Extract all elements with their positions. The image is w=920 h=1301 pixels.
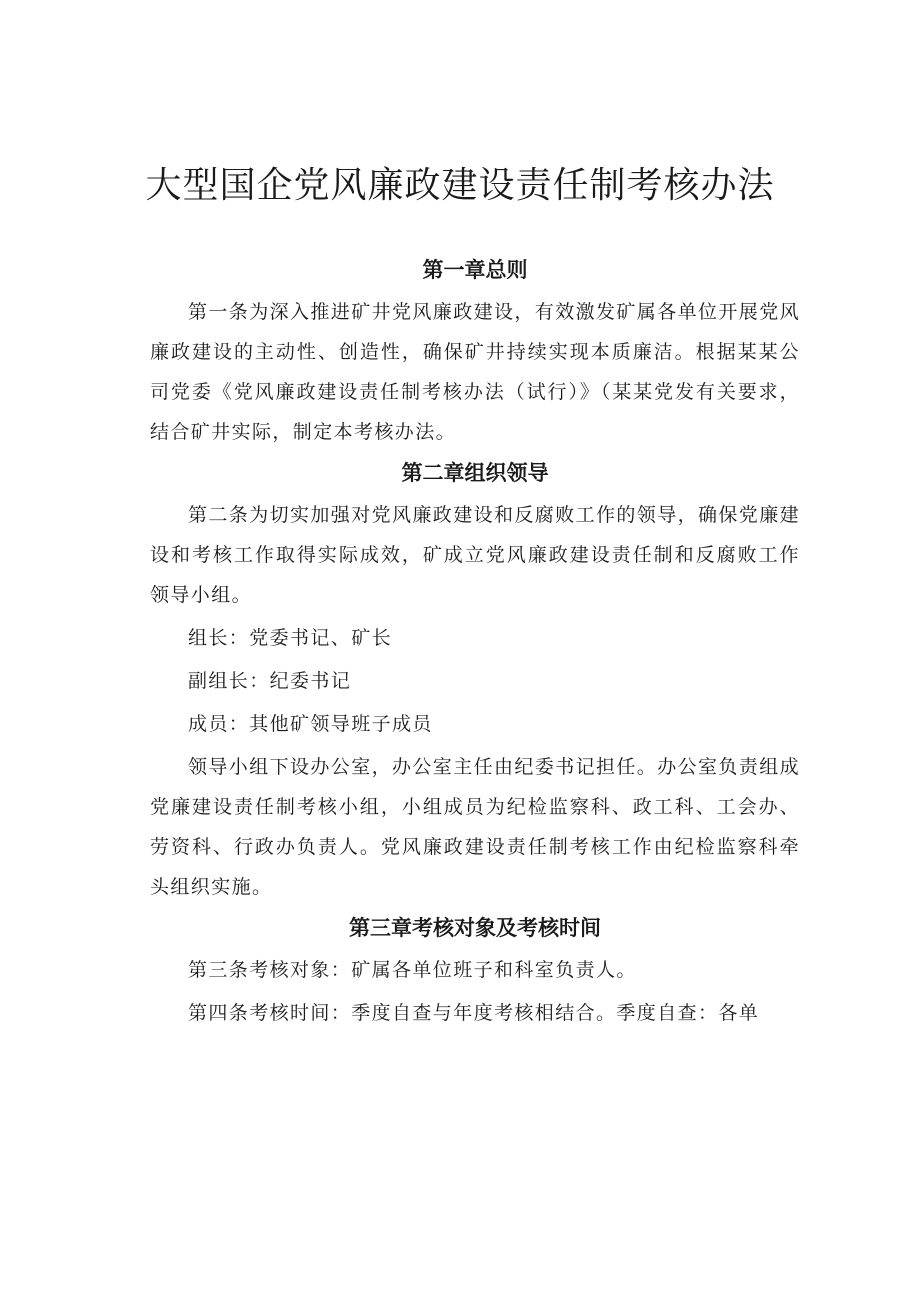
chapter-heading-2: 第二章组织领导: [401, 461, 549, 485]
chapter-heading-1: 第一章总则: [422, 258, 528, 282]
document-title: 大型国企党风廉政建设责任制考核办法: [145, 165, 775, 206]
paragraph-article-1: 第一条为深入推进矿井党风廉政建设，有效激发矿属各单位开展党风廉政建设的主动性、创造性，确保矿井持续实现本质廉洁。根据某某公司党委《党风廉政建设责任制考核办法（试行）》（某某党发有关要求，结合矿井实际，制定本考核办法。: [150, 301, 801, 443]
paragraph-article-4: 第四条考核时间：季度自查与年度考核相结合。季度自查：各单: [188, 1002, 760, 1024]
paragraph-deputy-leader: 副组长：纪委书记: [188, 670, 352, 692]
paragraph-office: 领导小组下设办公室，办公室主任由纪委书记担任。办公室负责组成党廉建设责任制考核小组，小组成员为纪检监察科、政工科、工会办、劳资科、行政办负责人。党风廉政建设责任制考核工作由纪检监察科牵头组织实施。: [150, 756, 801, 898]
paragraph-article-3: 第三条考核对象：矿属各单位班子和科室负责人。: [188, 959, 637, 981]
paragraph-article-2: 第二条为切实加强对党风廉政建设和反腐败工作的领导，确保党廉建设和考核工作取得实际成效，矿成立党风廉政建设责任制和反腐败工作领导小组。: [150, 504, 801, 606]
chapter-heading-3: 第三章考核对象及考核时间: [349, 916, 601, 940]
document-body: [150, 252, 800, 1036]
paragraph-members: 成员：其他矿领导班子成员: [188, 713, 433, 735]
paragraph-group-leader: 组长：党委书记、矿长: [188, 627, 393, 649]
